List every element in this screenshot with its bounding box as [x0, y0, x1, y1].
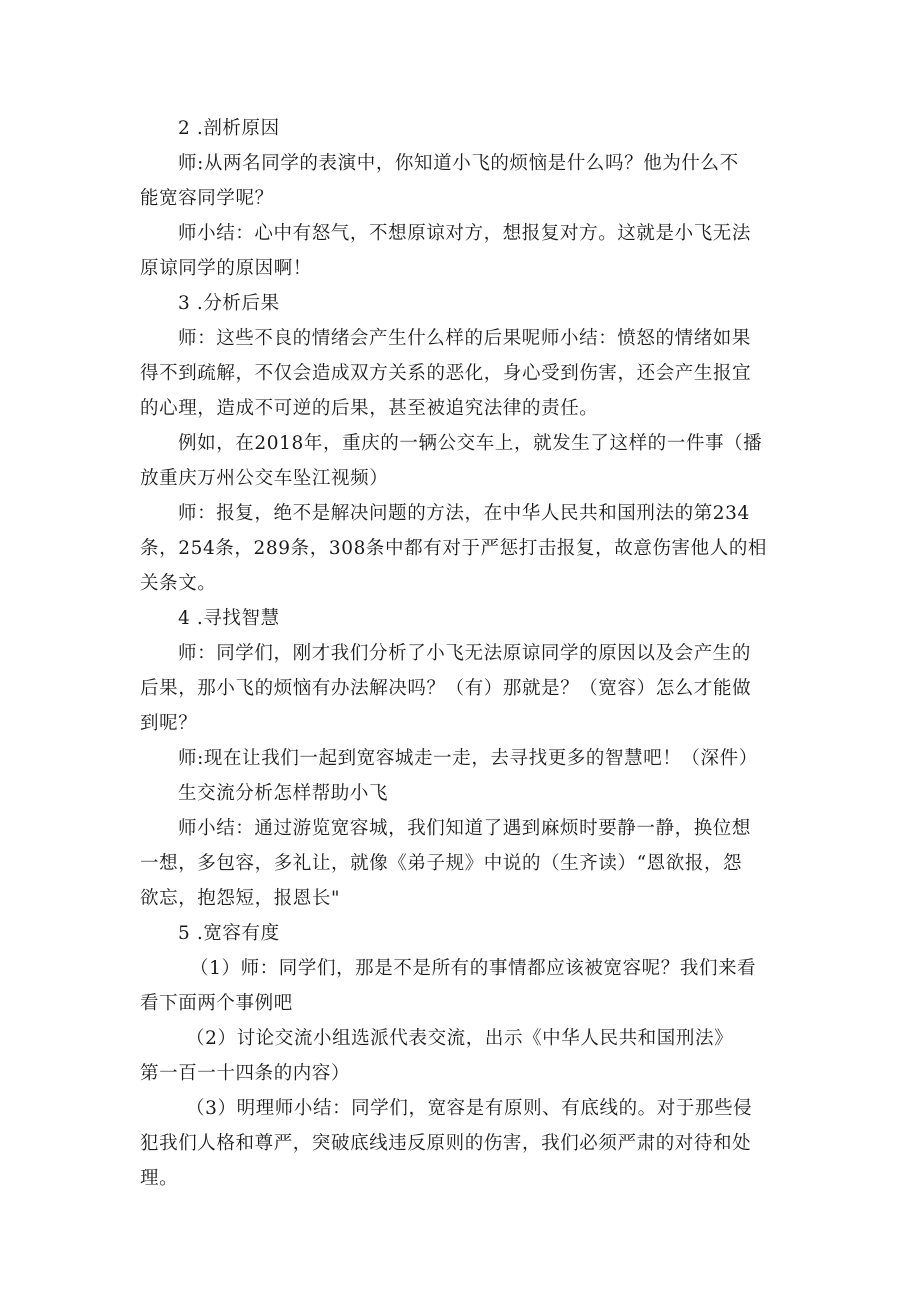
paragraph-line: 关条文。: [140, 573, 217, 594]
paragraph-line: （3）明理师小结：同学们，宽容是有原则、有底线的。对于那些侵: [186, 1098, 753, 1119]
paragraph-line: 原谅同学的原因啊！: [140, 258, 312, 279]
paragraph-line: 师:现在让我们一起到宽容城走一走，去寻找更多的智慧吧！（深件）: [178, 748, 758, 769]
paragraph-line: 第一百一十四条的内容）: [140, 1063, 351, 1084]
paragraph-line: 师：同学们，刚才我们分析了小飞无法原谅同学的原因以及会产生的: [178, 643, 752, 664]
paragraph-line: 例如，在2018年，重庆的一辆公交车上，就发生了这样的一件事（播: [178, 433, 763, 454]
paragraph-line: （2）讨论交流小组选派代表交流，出示《中华人民共和国刑法》: [186, 1028, 734, 1049]
paragraph-line: 师:从两名同学的表演中，你知道小飞的烦恼是什么吗？他为什么不: [178, 153, 739, 174]
paragraph-line: 到呢？: [140, 713, 198, 734]
paragraph-line: 条，254条，289条，308条中都有对于严惩打击报复，故意伤害他人的相: [140, 538, 768, 559]
paragraph-line: 理。: [140, 1168, 179, 1189]
section-heading-4: 4 .寻找智慧: [178, 608, 280, 629]
paragraph-line: 一想，多包容，多礼让，就像《弟子规》中说的（生齐读）“恩欲报，怨: [140, 853, 743, 874]
paragraph-line: 得不到疏解，不仅会造成双方关系的恶化，身心受到伤害，还会产生报宜: [140, 363, 752, 384]
paragraph-line: 师：报复，绝不是解决问题的方法，在中华人民共和国刑法的第234: [178, 503, 750, 524]
paragraph-line: 欲忘，抱怨短，报恩长": [140, 888, 341, 909]
paragraph-line: 师小结：心中有怒气，不想原谅对方，想报复对方。这就是小飞无法: [178, 223, 752, 244]
paragraph-line: 放重庆万州公交车坠江视频）: [140, 468, 389, 489]
section-heading-3: 3 .分析后果: [178, 293, 280, 314]
section-heading-2: 2 .剖析原因: [178, 118, 280, 139]
paragraph-line: 后果，那小飞的烦恼有办法解决吗？（有）那就是？（宽容）怎么才能做: [140, 678, 752, 699]
paragraph-line: 看下面两个事例吧: [140, 993, 293, 1014]
paragraph-line: （1）师：同学们，那是不是所有的事情都应该被宽容呢？我们来看: [190, 958, 757, 979]
paragraph-line: 的心理，造成不可逆的后果，甚至被追究法律的责任。: [140, 398, 599, 419]
paragraph-line: 能宽容同学呢？: [140, 188, 274, 209]
paragraph-line: 师：这些不良的情绪会产生什么样的后果呢师小结：愤怒的情绪如果: [178, 328, 752, 349]
paragraph-line: 师小结：通过游览宽容城，我们知道了遇到麻烦时要静一静，换位想: [178, 818, 752, 839]
section-heading-5: 5 .宽容有度: [178, 923, 280, 944]
paragraph-line: 生交流分析怎样帮助小飞: [178, 783, 389, 804]
paragraph-line: 犯我们人格和尊严，突破底线违反原则的伤害，我们必须严肃的对待和处: [140, 1133, 752, 1154]
